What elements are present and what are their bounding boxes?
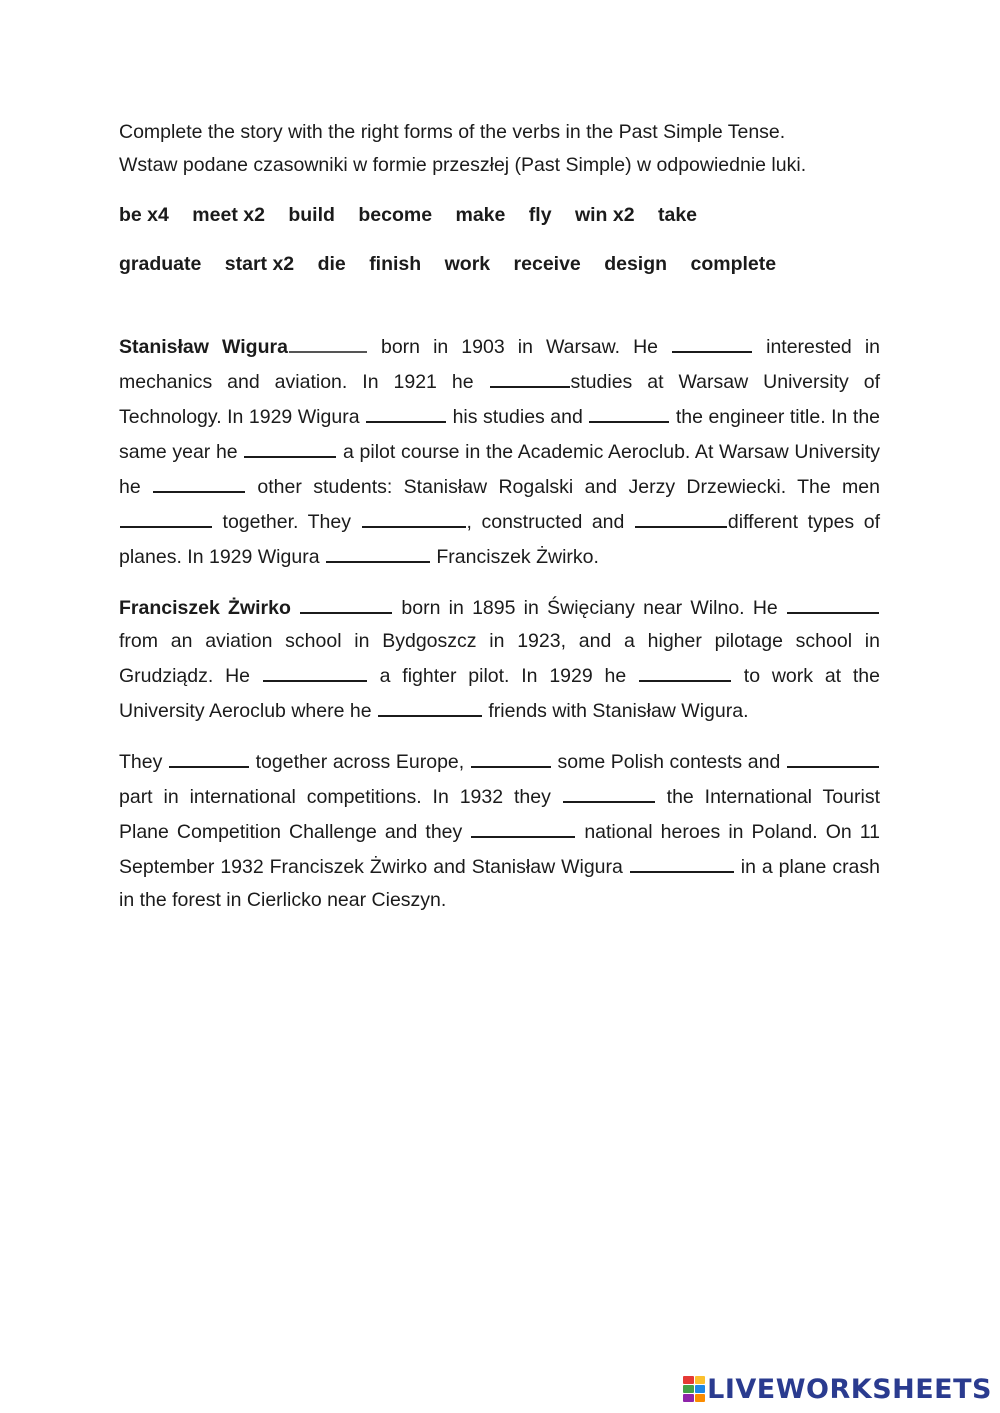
word-bank-item: finish [369, 253, 422, 275]
liveworksheets-logo-icon [683, 1376, 705, 1402]
word-bank-item: meet x2 [192, 204, 265, 226]
instructions-line-2: Wstaw podane czasowniki w formie przeszłej (Past Simple) w odpowiednie luki. [119, 154, 807, 176]
word-bank-row-2 [119, 248, 880, 281]
story-text: born in 1903 in Warsaw. He [367, 336, 672, 358]
blank-field[interactable] [471, 814, 575, 838]
story [119, 329, 880, 917]
logo-block [683, 1376, 694, 1384]
story-text: to work at the University Aeroclub where he [119, 665, 880, 722]
blank-field[interactable] [153, 469, 245, 493]
story-text: friends with Stanisław Wigura. [482, 700, 749, 722]
story-text: , constructed and [466, 511, 634, 533]
word-bank-item: graduate [119, 253, 202, 275]
story-text: part in international competitions. In 1932 they [119, 786, 562, 808]
blank-field[interactable] [639, 658, 731, 682]
blank-field[interactable] [300, 590, 392, 614]
story-text: together across Europe, [250, 751, 470, 773]
story-text: interested in mechanics and aviation. In 1921 he [119, 336, 880, 393]
word-bank-item: receive [513, 253, 581, 275]
story-text: studies at Warsaw University of Technology. In 1929 Wigura [119, 371, 880, 428]
word-bank-item: win x2 [574, 204, 635, 226]
story-text: together. They [213, 511, 361, 533]
blank-field[interactable] [120, 504, 212, 528]
instructions-line-1: Complete the story with the right forms of the verbs in the Past Simple Tense. [119, 121, 786, 143]
story-text: the International Tourist Plane Competition Challenge and they [119, 786, 880, 843]
blank-field[interactable] [563, 779, 655, 803]
story-text: Franciszek Żwirko. [430, 546, 599, 568]
story-text: his studies and [447, 406, 589, 428]
logo-block [695, 1376, 706, 1384]
blank-field[interactable] [589, 399, 669, 423]
blank-field[interactable] [263, 658, 367, 682]
logo-text: LIVEWORKSHEETS [707, 1373, 992, 1405]
instructions [119, 116, 880, 182]
person-name: Stanisław Wigura [119, 336, 288, 358]
blank-field[interactable] [362, 504, 466, 528]
blank-field[interactable] [289, 329, 367, 353]
word-bank-item: build [288, 204, 335, 226]
blank-field[interactable] [169, 744, 249, 768]
blank-field[interactable] [787, 590, 879, 614]
story-text: born in 1895 in Święciany near Wilno. He [393, 597, 786, 619]
story-text: national heroes in Poland. On 11 September 1932 Franciszek Żwirko and Stanisław Wigura [119, 821, 880, 878]
blank-field[interactable] [244, 434, 336, 458]
story-text: some Polish contests and [551, 751, 786, 773]
blank-field[interactable] [630, 849, 734, 873]
story-text: different types of planes. In 1929 Wigura [119, 511, 880, 568]
word-bank-item: die [317, 253, 346, 275]
logo-block [683, 1394, 694, 1402]
blank-field[interactable] [326, 539, 430, 563]
blank-field[interactable] [490, 364, 570, 388]
word-bank-item: take [658, 204, 698, 226]
word-bank-item: start x2 [224, 253, 295, 275]
story-paragraph-wigura [119, 329, 880, 574]
liveworksheets-logo[interactable] [683, 1371, 992, 1407]
story-text: from an aviation school in Bydgoszcz in 1923, and a higher pilotage school in Grudziądz. He [119, 630, 880, 687]
blank-field[interactable] [672, 329, 752, 353]
word-bank-item: design [604, 253, 668, 275]
blank-field[interactable] [635, 504, 727, 528]
logo-block [695, 1394, 706, 1402]
word-bank [119, 199, 880, 281]
blank-field[interactable] [787, 744, 879, 768]
word-bank-item: make [455, 204, 506, 226]
word-bank-item: work [444, 253, 491, 275]
word-bank-row-1 [119, 199, 880, 232]
story-paragraph-together [119, 744, 880, 917]
logo-block [683, 1385, 694, 1393]
story-text: They [119, 751, 168, 773]
story-text: the engineer title. In the same year he [119, 406, 881, 463]
story-text: a fighter pilot. In 1929 he [367, 665, 638, 687]
person-name: Franciszek Żwirko [119, 597, 291, 619]
blank-field[interactable] [471, 744, 551, 768]
word-bank-item: become [358, 204, 433, 226]
word-bank-item: be x4 [119, 204, 169, 226]
logo-block [695, 1385, 706, 1393]
story-text: in a plane crash in the forest in Cierlicko near Cieszyn. [119, 856, 880, 911]
worksheet-content [119, 116, 880, 933]
story-paragraph-zwirko [119, 590, 880, 728]
story-text: a pilot course in the Academic Aeroclub. At Warsaw University he [119, 441, 881, 498]
blank-field[interactable] [378, 693, 482, 717]
word-bank-item: fly [528, 204, 552, 226]
blank-field[interactable] [366, 399, 446, 423]
story-text: other students: Stanisław Rogalski and Jerzy Drzewiecki. The men [246, 476, 880, 498]
word-bank-item: complete [690, 253, 777, 275]
